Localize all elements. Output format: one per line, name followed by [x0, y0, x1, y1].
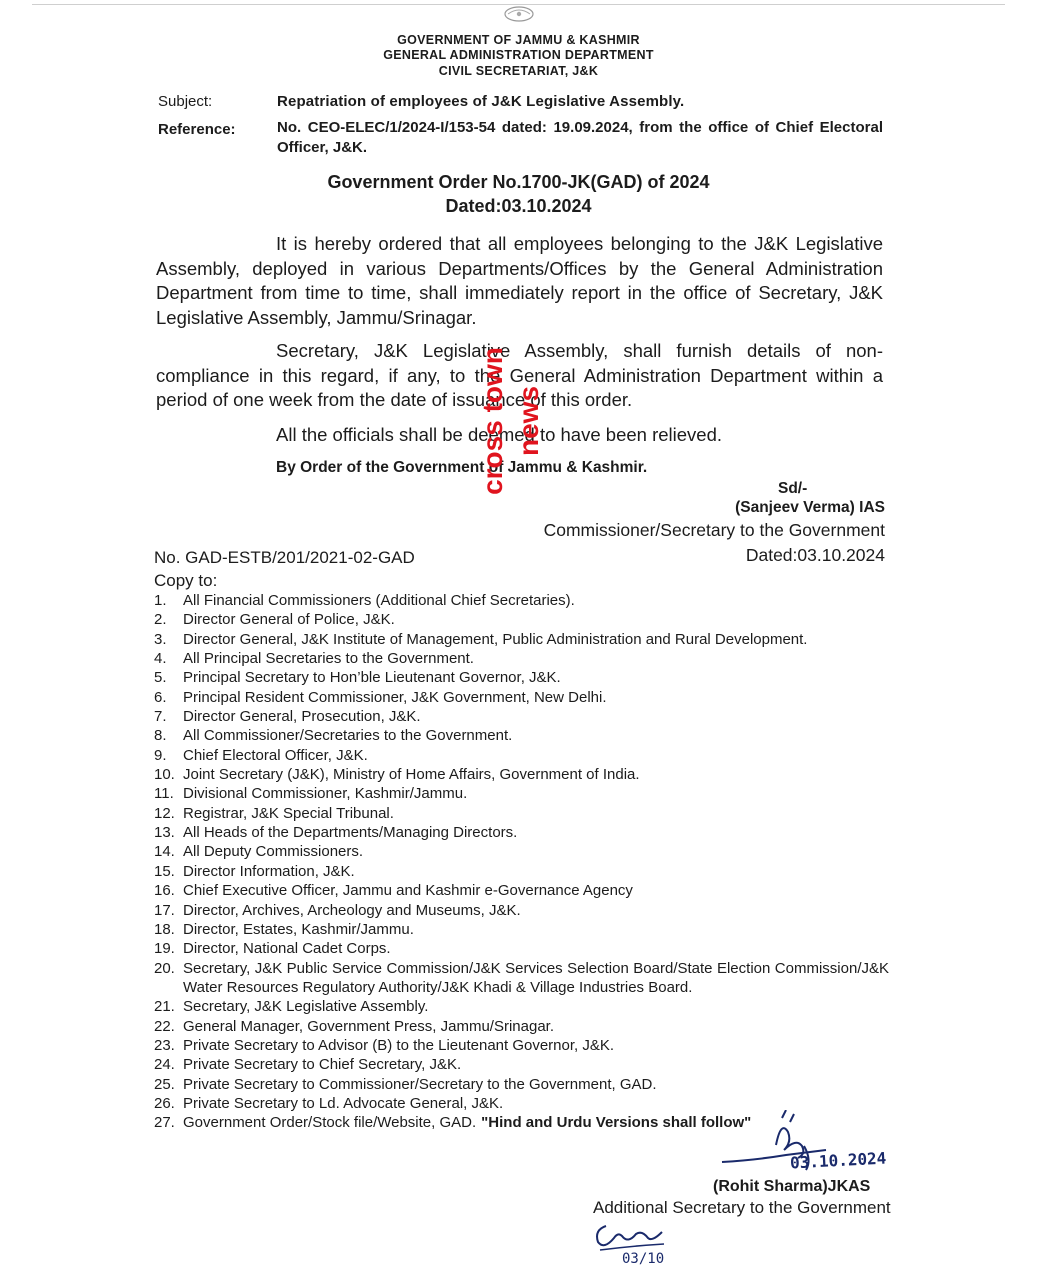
signatory1-name: (Sanjeev Verma) IAS — [735, 499, 885, 516]
signatory2-designation: Additional Secretary to the Government — [593, 1198, 891, 1217]
copy-to-item-number: 16. — [154, 882, 175, 900]
copy-to-item — [154, 688, 889, 707]
copy-to-item — [154, 1017, 889, 1036]
copy-to-item-number: 13. — [154, 824, 175, 842]
copy-to-item-text: All Deputy Commissioners. — [183, 843, 364, 861]
copy-to-item-text: Chief Electoral Officer, J&K. — [183, 746, 368, 764]
copy-to-item — [154, 784, 889, 803]
by-order-line: By Order of the Government of Jammu & Kashmir. — [276, 459, 648, 476]
copy-to-item — [154, 610, 889, 629]
copy-to-item-text: Director General, Prosecution, J&K. — [183, 708, 421, 726]
copy-to-item — [154, 668, 889, 687]
copy-to-item-number: 18. — [154, 920, 175, 938]
copy-to-list — [154, 591, 889, 1133]
copy-to-item-text: Director, National Cadet Corps. — [183, 940, 391, 958]
copy-to-item-text: Private Secretary to Commissioner/Secretary to the Government, GAD. — [183, 1075, 657, 1093]
copy-to-item-number: 3. — [154, 630, 167, 648]
subject-text: Repatriation of employees of J&K Legislative Assembly. — [277, 93, 685, 110]
order-paragraph-1: It is hereby ordered that all employees belonging to the J&K Legislative Assembly, deployed in various Departments/Offices by the General Administration Department from time to time, shall immediately report in the office of Secretary, J&K Legislative Assembly, Jammu/Srinagar. — [156, 233, 883, 328]
copy-to-item-number: 23. — [154, 1036, 175, 1054]
order-paragraph-3: All the officials shall be deemed to have been relieved. — [276, 424, 722, 445]
watermark-text: cross town news — [477, 347, 544, 495]
copy-to-item — [154, 707, 889, 726]
file-number: No. GAD-ESTB/201/2021-02-GAD — [154, 548, 415, 567]
copy-to-item-number: 1. — [154, 592, 167, 609]
copy-to-item-text: Director, Archives, Archeology and Museums, J&K. — [183, 901, 521, 919]
copy-to-item-number: 4. — [154, 650, 167, 668]
copy-to-item-number: 9. — [154, 746, 167, 764]
copy-to-item — [154, 901, 889, 920]
copy-to-item-number: 2. — [154, 611, 167, 629]
copy-to-item — [154, 939, 889, 958]
subject-label: Subject: — [158, 93, 213, 110]
order-dated: Dated:03.10.2024 — [445, 196, 592, 216]
copy-to-item — [154, 649, 889, 668]
copy-to-item-number: 8. — [154, 727, 167, 745]
signatory2-name: (Rohit Sharma)JKAS — [713, 1178, 871, 1195]
copy-to-item-number: 24. — [154, 1056, 175, 1074]
signatory1-dated: Dated:03.10.2024 — [745, 545, 885, 565]
copy-to-label: Copy to: — [154, 571, 218, 590]
copy-to-item-text: Principal Secretary to Hon’ble Lieutenant Governor, J&K. — [183, 669, 561, 687]
copy-to-item-number: 22. — [154, 1017, 175, 1035]
reference-label: Reference: — [158, 121, 236, 138]
copy-to-item-number: 25. — [154, 1075, 175, 1093]
copy-to-item-number: 6. — [154, 688, 167, 706]
copy-to-item — [154, 1036, 889, 1055]
handwritten-date: 03.10.2024 — [789, 1148, 887, 1173]
copy-to-item-number: 26. — [154, 1094, 175, 1112]
copy-to-item-text: Government Order/Stock file/Website, GAD. — [183, 1114, 477, 1132]
header-department: GENERAL ADMINISTRATION DEPARTMENT — [383, 48, 654, 62]
copy-to-item — [154, 920, 889, 939]
copy-to-item-text: All Financial Commissioners (Additional Chief Secretaries). — [183, 592, 575, 609]
copy-to-item-text: Registrar, J&K Special Tribunal. — [183, 804, 394, 822]
copy-to-item-text: Director General of Police, J&K. — [183, 611, 395, 629]
copy-to-item — [154, 630, 889, 649]
language-versions-note: "Hind and Urdu Versions shall follow" — [481, 1114, 752, 1132]
copy-to-item-text: All Commissioner/Secretaries to the Government. — [183, 727, 513, 745]
signatory1-designation: Commissioner/Secretary to the Government — [543, 520, 885, 540]
copy-to-item-number: 15. — [154, 862, 175, 880]
order-title: Government Order No.1700-JK(GAD) of 2024 — [327, 172, 710, 192]
copy-to-item-text: Private Secretary to Advisor (B) to the Lieutenant Governor, J&K. — [183, 1036, 615, 1054]
copy-to-item-text: Director, Estates, Kashmir/Jammu. — [183, 920, 414, 938]
initial-date: 03/10 — [622, 1251, 665, 1267]
copy-to-item-number: 10. — [154, 766, 175, 784]
order-paragraph-2: Secretary, J&K Legislative Assembly, shall furnish details of non-compliance in this regard, if any, to the General Administration Department within a period of one week from the date of issuance of this order. — [156, 340, 883, 410]
copy-to-item — [154, 591, 889, 610]
copy-to-item-text: Joint Secretary (J&K), Ministry of Home Affairs, Government of India. — [183, 766, 640, 784]
copy-to-item — [154, 804, 889, 823]
signatory1-sd: Sd/- — [778, 480, 808, 497]
reference-text: No. CEO-ELEC/1/2024-I/153-54 dated: 19.09.2024, from the office of Chief Electoral Officer, J&K. — [277, 119, 883, 156]
header-secretariat: CIVIL SECRETARIAT, J&K — [438, 64, 599, 78]
copy-to-item-text: Director General, J&K Institute of Management, Public Administration and Rural Development. — [183, 630, 808, 648]
copy-to-item-text: General Manager, Government Press, Jammu/Srinagar. — [183, 1017, 555, 1035]
header-government: GOVERNMENT OF JAMMU & KASHMIR — [397, 33, 640, 47]
copy-to-item — [154, 1055, 889, 1074]
copy-to-item — [154, 842, 889, 861]
copy-to-item-text: Director Information, J&K. — [183, 862, 355, 880]
copy-to-item-number: 7. — [154, 708, 167, 726]
copy-to-item-text: Secretary, J&K Public Service Commission/J&K Services Selection Board/State Election Commission/J&K Water Resources Regulatory Authority/J&K Khadi & Village Industries Board. — [183, 959, 889, 996]
copy-to-item-number: 11. — [154, 785, 174, 803]
copy-to-item — [154, 959, 889, 998]
copy-to-item — [154, 726, 889, 745]
copy-to-item-text: Private Secretary to Ld. Advocate General, J&K. — [183, 1094, 504, 1112]
copy-to-item-number: 19. — [154, 940, 175, 958]
copy-to-item-text: Principal Resident Commissioner, J&K Government, New Delhi. — [183, 688, 607, 706]
copy-to-item — [154, 1075, 889, 1094]
copy-to-item — [154, 881, 889, 900]
copy-to-item-text: Divisional Commissioner, Kashmir/Jammu. — [183, 785, 468, 803]
copy-to-item-text: Secretary, J&K Legislative Assembly. — [183, 998, 429, 1016]
copy-to-item — [154, 997, 889, 1016]
copy-to-item-number: 17. — [154, 901, 175, 919]
copy-to-item-number: 12. — [154, 804, 175, 822]
emblem-icon — [500, 4, 538, 24]
copy-to-item-text: All Principal Secretaries to the Government. — [183, 650, 474, 668]
copy-to-item-number: 14. — [154, 843, 175, 861]
copy-to-item-number: 20. — [154, 959, 175, 977]
copy-to-item — [154, 746, 889, 765]
copy-to-item-number: 21. — [154, 998, 175, 1016]
copy-to-item — [154, 862, 889, 881]
copy-to-item-number: 5. — [154, 669, 167, 687]
copy-to-item-text: Chief Executive Officer, Jammu and Kashmir e-Governance Agency — [183, 882, 633, 900]
copy-to-item — [154, 823, 889, 842]
copy-to-item — [154, 765, 889, 784]
copy-to-item-text: Private Secretary to Chief Secretary, J&K. — [183, 1056, 462, 1074]
copy-to-item-number: 27. — [154, 1114, 175, 1132]
copy-to-item-text: All Heads of the Departments/Managing Directors. — [183, 824, 518, 842]
